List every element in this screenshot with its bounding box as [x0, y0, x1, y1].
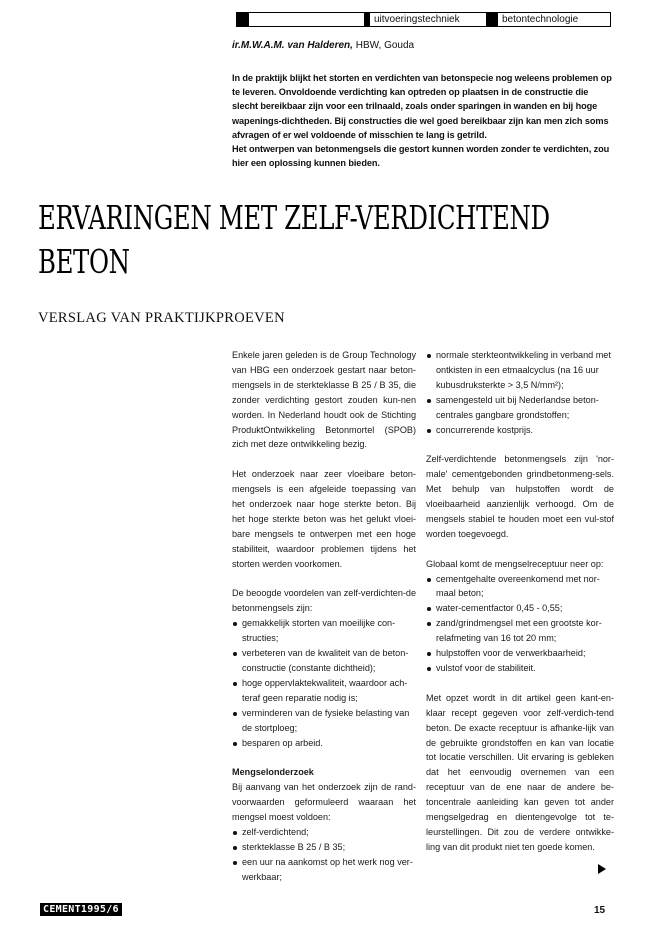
- list-item: sterkteklasse B 25 / B 35;: [232, 840, 416, 855]
- intro-block: [232, 71, 614, 170]
- list-item: een uur na aankomst op het werk nog ver-werkbaar;: [232, 855, 416, 885]
- section-heading: Mengselonderzoek: [232, 767, 314, 778]
- list-item: concurrerende kostprijs.: [426, 423, 614, 438]
- body-paragraph: Met opzet wordt in dit artikel geen kant-en-klaar recept gegeven voor zelf-verdich-tend beton. De exacte receptuur is afhanke-lijk van de gebruikte grondstoffen en kan van locatie tot locatie verschillen. Uit ervaring is gebleken dat het eenvoudig overnemen van een receptuur van de ene naar de andere be-toncentrale aanleiding kan geven tot ander mengselgedrag en dientengevolge tot te-leurstellingen. Dit zou de verdere ontwikke-ling van dit produkt niet ten goede komen.: [426, 692, 614, 852]
- advantages-list: [232, 616, 416, 750]
- left-column: [232, 348, 416, 899]
- list-item: hulpstoffen voor de verwerkbaarheid;: [426, 646, 614, 661]
- author-name: ir.M.W.A.M. van Halderen,: [232, 40, 353, 51]
- header-section-label: uitvoeringstechniek: [374, 14, 460, 25]
- journal-label: CEMENT1995/6: [40, 903, 122, 916]
- list-item: cementgehalte overeenkomend met nor-maal beton;: [426, 572, 614, 602]
- list-item: normale sterkteontwikkeling in verband met ontkisten in een etmaalcyclus (na 16 uur kubusdruksterkte > 3,5 N/mm²);: [426, 348, 614, 393]
- header-section-label: betontechnologie: [502, 14, 579, 25]
- continue-arrow-icon: [598, 864, 606, 874]
- list-item: vulstof voor de stabiliteit.: [426, 661, 614, 676]
- list-item: samengesteld uit bij Nederlandse beton-centrales gangbare grondstoffen;: [426, 393, 614, 423]
- title-line: ERVARINGEN MET ZELF-VERDICHTEND: [38, 198, 550, 237]
- header-block: [486, 13, 498, 26]
- body-paragraph: Enkele jaren geleden is de Group Technology van HBG een onderzoek gestart naar beton-mengsels in de sterkteklasse B 25 / B 35, die zonder verdichting gestort zouden kun-nen worden. In Nederland houdt ook de Stichting ProduktOntwikkeling Betonmortel (SPOB) zich met deze ontwikkeling bezig.: [232, 350, 416, 450]
- list-item: hoge oppervlaktekwaliteit, waardoor ach-teraf geen reparatie nodig is;: [232, 676, 416, 706]
- body-paragraph: Globaal komt de mengselreceptuur neer op:: [426, 558, 604, 569]
- body-paragraph: De beoogde voordelen van zelf-verdichten-de betonmengsels zijn:: [232, 588, 417, 614]
- list-item: gemakkelijk storten van moeilijke con-structies;: [232, 616, 416, 646]
- page-number: 15: [594, 905, 606, 916]
- list-item: zand/grindmengsel met een grootste kor-relafmeting van 16 tot 20 mm;: [426, 616, 614, 646]
- recipe-list: [426, 572, 614, 676]
- list-item: verbeteren van de kwaliteit van de beton-constructie (constante dichtheid);: [232, 646, 416, 676]
- list-item: water-cementfactor 0,45 - 0,55;: [426, 601, 614, 616]
- author-line: [232, 40, 414, 51]
- list-item: verminderen van de fysieke belasting van de stortploeg;: [232, 706, 416, 736]
- header-block: [237, 13, 249, 26]
- body-paragraph: Het onderzoek naar zeer vloeibare beton-mengsels is een afgeleide toepassing van het onderzoek naar hoge sterkte beton. Bij het hoge sterkte beton was het gelukt vloei-bare mengsels te ontwerpen met een hoge stabiliteit, waardoor problemen tijdens het storten werden voorkomen.: [232, 469, 416, 569]
- title-line: BETON: [38, 242, 130, 281]
- list-item: besparen op arbeid.: [232, 736, 416, 751]
- right-column: [426, 348, 614, 870]
- requirements-list-continued: [426, 348, 614, 437]
- header-bar: [236, 12, 611, 27]
- author-affiliation: HBW, Gouda: [355, 40, 415, 51]
- body-paragraph: Zelf-verdichtende betonmengsels zijn 'nor-male' cementgebonden grindbetonmeng-sels. Met behulp van hulpstoffen wordt de vloeibaarheid aanzienlijk verhoogd. Om de mengsels stabiel te houden moet een vul-stof worden toegevoegd.: [426, 454, 614, 539]
- list-item: zelf-verdichtend;: [232, 825, 416, 840]
- body-paragraph: Bij aanvang van het onderzoek zijn de rand-voorwaarden geformuleerd waaraan het mengsel moest voldoen:: [232, 782, 416, 823]
- requirements-list: [232, 825, 416, 885]
- intro-paragraph: In de praktijk blijkt het storten en verdichten van betonspecie nog weleens problemen op te leveren. Onvoldoende verdichting kan optreden op plaatsen in de constructie die slecht bereikbaar zijn voor een trilnaald, zoals onder sparingen in wanden en bij hoge wapenings-dichtheden. Bij constructies die wel goed bereikbaar zijn kan men zich soms afvragen of er wel voldoende of misschien te lang is getrild.: [232, 73, 612, 140]
- header-spacer: [249, 13, 364, 26]
- article-subtitle: VERSLAG VAN PRAKTIJKPROEVEN: [38, 310, 285, 326]
- article-title: [38, 196, 550, 284]
- intro-paragraph: Het ontwerpen van betonmengsels die gestort kunnen worden zonder te verdichten, zou hier een oplossing kunnen bieden.: [232, 144, 610, 169]
